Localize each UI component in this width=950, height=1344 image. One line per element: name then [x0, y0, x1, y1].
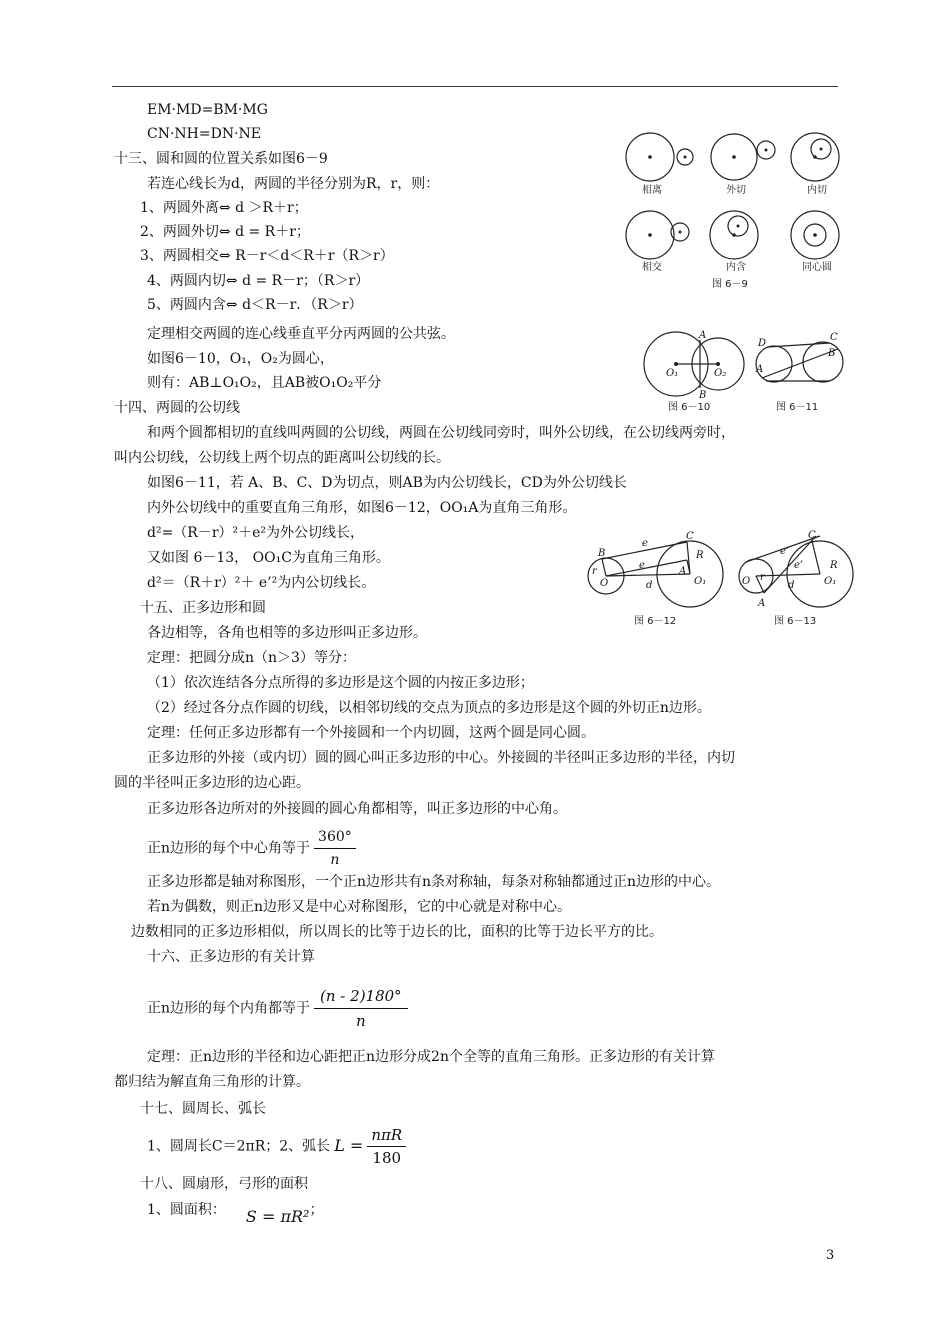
text-line: 叫内公切线，公切线上两个切点的距离叫公切线的长。 [114, 450, 450, 466]
point-label: A [758, 598, 766, 609]
figure-6-12 [584, 530, 732, 630]
text-line: 正多边形都是轴对称图形，一个正n边形共有n条对称轴，每条对称轴都通过正n边形的中心。 [147, 874, 721, 890]
point-label: O₁ [666, 368, 679, 379]
arc-length-line [147, 1124, 406, 1169]
point-label: e [639, 560, 645, 571]
figure-caption: 图 6－13 [774, 616, 817, 627]
central-angle-text: 正n边形的每个中心角等于 [147, 840, 311, 857]
point-label: R [830, 560, 838, 571]
point-label: O₂ [714, 368, 727, 379]
point-label: e [642, 538, 648, 549]
point-label: O₁ [824, 576, 837, 587]
text-line: 如图6－11，若 A、B、C、D为切点，则AB为内公切线长，CD为外公切线长 [147, 475, 627, 491]
section-heading: 十六、正多边形的有关计算 [147, 949, 315, 965]
figure-6-13 [736, 526, 858, 630]
text-line: 则有：AB⊥O₁O₂，且AB被O₁O₂平分 [147, 375, 382, 391]
text-line: 和两个圆都相切的直线叫两圆的公切线，两圆在公切线同旁时，叫外公切线，在公切线两旁时， [147, 425, 735, 441]
point-label: B [828, 348, 836, 359]
circle-area-text: 1、圆面积： [147, 1202, 226, 1218]
point-label: r [592, 566, 597, 577]
central-angle-line [147, 826, 356, 871]
text-line: 正多边形各边所对的外接圆的圆心角都相等，叫正多边形的中心角。 [147, 801, 567, 817]
point-label: C [686, 531, 694, 542]
figure-caption: 图 6－10 [668, 402, 711, 412]
text-line: 定理相交两圆的连心线垂直平分丙两圆的公共弦。 [147, 326, 455, 342]
fraction-denominator: 180 [372, 1149, 402, 1167]
text-line: EM·MD=BM·MG [147, 102, 268, 118]
figure-caption: 图 6－11 [776, 402, 819, 412]
text-line: 若连心线长为d，两圆的半径分别为R，r，则： [147, 176, 440, 192]
fraction-numerator: nπR [367, 1124, 406, 1147]
point-label: d [646, 580, 653, 591]
point-label: B [699, 390, 707, 401]
text-line: 定理：任何正多边形都有一个外接圆和一个内切圆，这两个圆是同心圆。 [147, 725, 595, 741]
figure-caption: 图 6－9 [712, 279, 748, 290]
central-angle-fraction [314, 826, 356, 871]
figure-label: 同心圆 [802, 262, 832, 273]
text-line: 又如图 6－13， OO₁C为直角三角形。 [147, 550, 390, 566]
point-label: C [808, 530, 816, 541]
text-line: 1、两圆外离⇔ d ＞R＋r； [140, 200, 308, 216]
text-line: 边数相同的正多边形相似，所以周长的比等于边长的比，面积的比等于边长平方的比。 [131, 924, 663, 940]
text-line: 4、两圆内切⇔ d = R－r；（R＞r） [147, 273, 370, 289]
point-label: A [756, 364, 764, 375]
figure-label: 外切 [726, 185, 746, 196]
point-label: d [788, 580, 795, 591]
point-label: B [598, 548, 606, 559]
arc-length-lhs: L = [334, 1135, 364, 1155]
fraction-numerator: (n - 2)180° [314, 984, 408, 1009]
figure-label: 内切 [807, 185, 827, 196]
point-label: A [679, 566, 687, 577]
text-line: 正多边形的外接（或内切）圆的圆心叫正多边形的中心。外接圆的半径叫正多边形的半径，内切 [147, 750, 735, 766]
text-line: 定理：把圆分成n（n＞3）等分： [147, 650, 356, 666]
text-line: 圆的半径叫正多边形的边心距。 [114, 775, 310, 791]
section-heading: 十七、圆周长、弧长 [140, 1101, 266, 1117]
section-heading: 十四、两圆的公切线 [114, 400, 240, 416]
figure-label: 相交 [642, 262, 662, 273]
page-number: 3 [826, 1248, 835, 1263]
text-line: d²＝（R＋r）²＋ e’²为内公切线长。 [147, 575, 376, 591]
header-rule [112, 86, 838, 87]
section-heading: 十五、正多边形和圆 [140, 600, 266, 616]
fraction-numerator: 360° [314, 826, 356, 849]
point-label: R [696, 550, 704, 561]
text-line: 定理：正n边形的半径和边心距把正n边形分成2n个全等的直角三角形。正多边形的有关计算 [147, 1049, 715, 1065]
text-line: CN·NH=DN·NE [147, 126, 261, 142]
point-label: e’ [780, 546, 790, 557]
text-line: （1）依次连结各分点所得的多边形是这个圆的内按正多边形； [147, 675, 534, 691]
arc-length-text: 1、圆周长C＝2πR；2、弧长 [147, 1138, 331, 1155]
text-line: 如图6－10，O₁，O₂为圆心， [147, 351, 334, 367]
fraction-denominator: n [356, 1012, 366, 1030]
point-label: e’ [794, 560, 804, 571]
section-heading: 十八、圆扇形，弓形的面积 [140, 1176, 308, 1192]
text-line: 5、两圆内含⇔ d＜R－r．（R＞r） [147, 297, 363, 313]
figure-label: 内含 [726, 262, 746, 273]
point-label: O [600, 578, 609, 589]
circle-area-formula: S = πR² [245, 1207, 310, 1226]
point-label: O [742, 576, 751, 587]
text-line: 3、两圆相交⇔ R－r＜d＜R＋r（R＞r） [140, 248, 394, 264]
figure-caption: 图 6－12 [634, 616, 677, 627]
figure-label: 相离 [642, 185, 662, 196]
text-line: （2）经过各分点作圆的切线，以相邻切线的交点为顶点的多边形是这个圆的外切正n边形。 [147, 700, 711, 716]
point-label: O₁ [694, 576, 707, 587]
circle-area-line [147, 1200, 324, 1226]
text-line: 2、两圆外切⇔ d = R＋r； [140, 224, 310, 240]
text-line: 各边相等，各角也相等的多边形叫正多边形。 [147, 625, 427, 641]
interior-angle-line [147, 984, 408, 1033]
text-line: 内外公切线中的重要直角三角形，如图6－12，OO₁A为直角三角形。 [147, 500, 577, 516]
point-label: D [758, 338, 767, 349]
figure-6-9 [614, 124, 846, 292]
text-line: 都归结为解直角三角形的计算。 [114, 1074, 310, 1090]
circle-area-tail: ； [309, 1202, 324, 1218]
arc-length-fraction [367, 1124, 406, 1169]
fraction-denominator: n [330, 852, 340, 868]
point-label: A [699, 330, 707, 341]
figure-6-11 [748, 326, 846, 412]
section-heading: 十三、圆和圆的位置关系如图6－9 [114, 151, 328, 167]
text-line: d²=（R－r）²＋e²为外公切线长， [147, 525, 365, 541]
text-line: 若n为偶数，则正n边形又是中心对称图形，它的中心就是对称中心。 [147, 899, 572, 915]
point-label: C [830, 332, 838, 343]
interior-angle-fraction [314, 984, 408, 1033]
interior-angle-text: 正n边形的每个内角都等于 [147, 1000, 311, 1017]
point-label: r [760, 572, 765, 583]
figure-6-10 [638, 326, 748, 412]
